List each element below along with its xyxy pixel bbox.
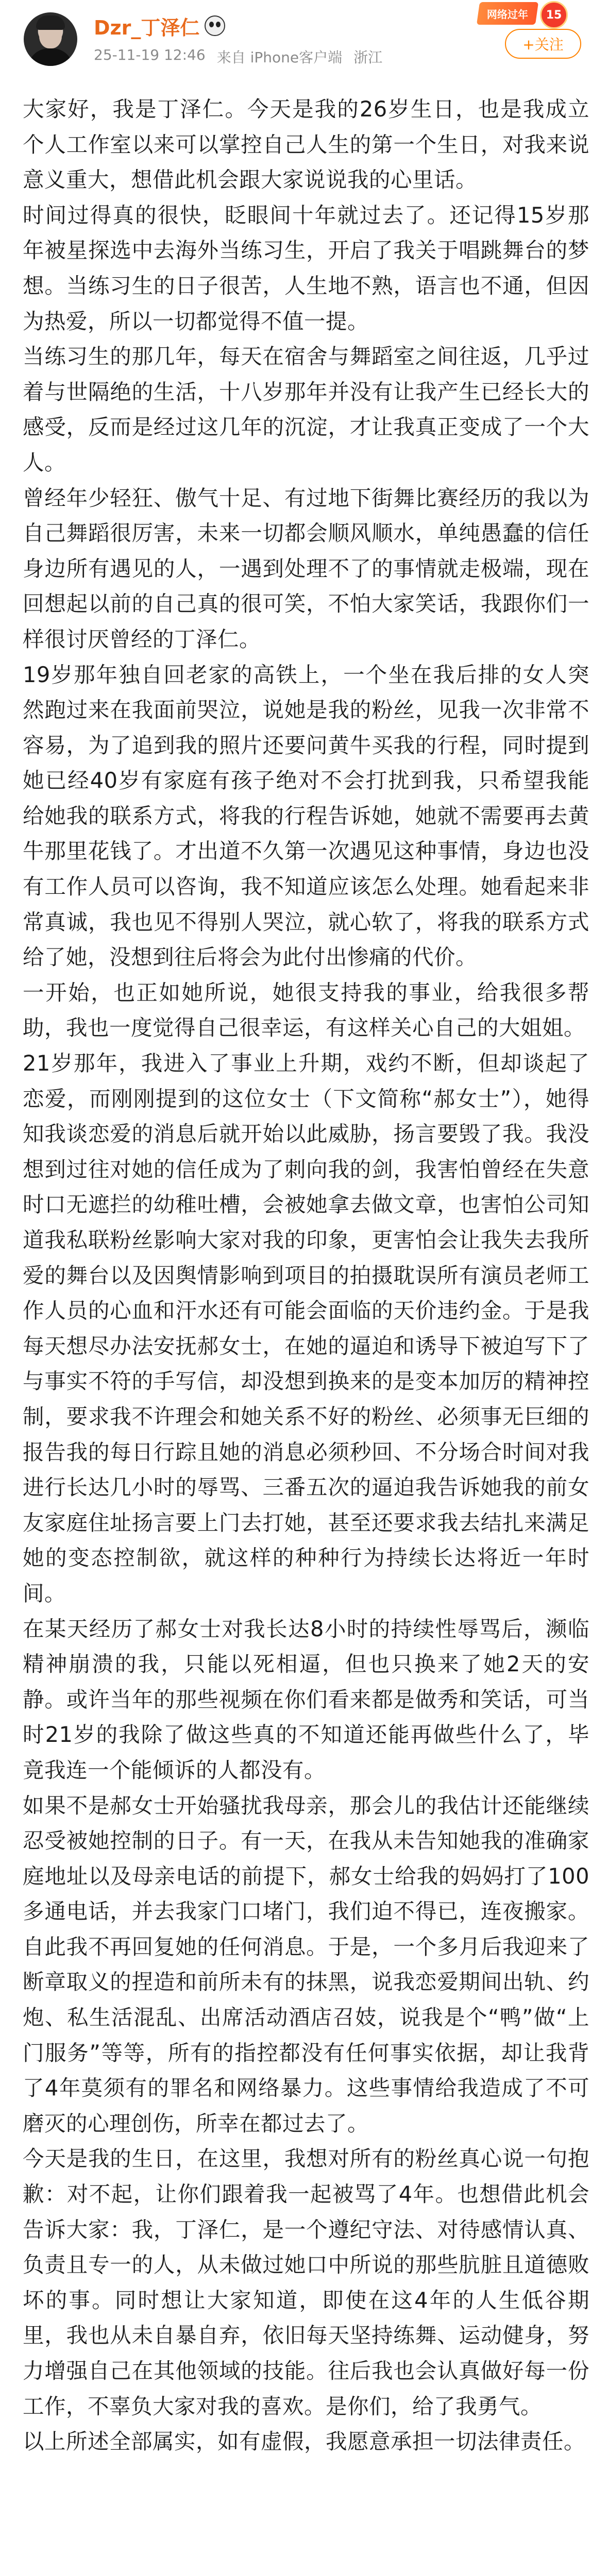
follow-button[interactable]: +关注 xyxy=(505,29,581,59)
paragraph: 当练习生的那几年，每天在宿舍与舞蹈室之间往返，几乎过着与世隔绝的生活，十八岁那年并没有让我产生已经长大的感受，反而是经过这几年的沉淀，才让我真正变成了一个大人。 xyxy=(23,344,589,475)
paragraph: 如果不是郝女士开始骚扰我母亲，那会儿的我估计还能继续忍受被她控制的日子。有一天，在我从未告知她我的准确家庭地址以及母亲电话的前提下，郝女士给我的妈妈打了100多通电话，并去我家门口堵门，我们迫不得已，连夜搬家。自此我不再回复她的任何消息。于是，一个多月后我迎来了断章取义的捏造和前所未有的抹黑，说我恋爱期间出轨、约炮、私生活混乱、出席活动酒店召妓，说我是个“鸭”做“上门服务”等等，所有的指控都没有任何事实依据，却让我背了4年莫须有的罪名和网络暴力。这些事情给我造成了不可磨灭的心理创伤，所幸在都过去了。 xyxy=(23,1792,589,2136)
avatar[interactable] xyxy=(24,12,77,66)
paragraph: 一开始，也正如她所说，她很支持我的事业，给我很多帮助，我也一度觉得自己很幸运，有这样关心自己的大姐姐。 xyxy=(23,979,589,1041)
annual-badge-number: 15 xyxy=(540,1,568,29)
paragraph: 在某天经历了郝女士对我长达8小时的持续性辱骂后，濒临精神崩溃的我，只能以死相逼，但也只换来了她2天的安静。或许当年的那些视频在你们看来都是做秀和笑话，可当时21岁的我除了做这些真的不知道还能再做些什么了，毕竟我连一个能倾诉的人都没有。 xyxy=(23,1616,589,1783)
post-body xyxy=(23,92,589,2460)
post-location: 浙江 xyxy=(353,49,383,66)
paragraph: 曾经年少轻狂、傲气十足、有过地下街舞比赛经历的我以为自己舞蹈很厉害，未来一切都会顺风顺水，单纯愚蠢的信任身边所有遇见的人，一遇到处理不了的事情就走极端，现在回想起以前的自己真的很可笑，不怕大家笑话，我跟你们一样很讨厌曾经的丁泽仁。 xyxy=(23,485,589,652)
annual-badge[interactable]: 网络过年 xyxy=(477,2,538,25)
paragraph: 今天是我的生日，在这里，我想对所有的粉丝真心说一句抱歉：对不起，让你们跟着我一起被骂了4年。也想借此机会告诉大家：我，丁泽仁，是一个遵纪守法、对待感情认真、负责且专一的人，从未做过她口中所说的那些肮脏且道德败坏的事。同时想让大家知道，即使在这4年的人生低谷期里，我也从未自暴自弃，依旧每天坚持练舞、运动健身，努力增强自己在其他领域的技能。往后我也会认真做好每一份工作，不辜负大家对我的喜欢。是你们，给了我勇气。 xyxy=(23,2146,589,2419)
paragraph: 大家好，我是丁泽仁。今天是我的26岁生日，也是我成立个人工作室以来可以掌控自己人生的第一个生日，对我来说意义重大，想借此机会跟大家说说我的心里话。 xyxy=(23,96,589,193)
post-source: 来自 iPhone客户端 xyxy=(216,49,343,66)
post-header xyxy=(0,0,608,92)
username-row xyxy=(94,13,225,38)
paragraph: 以上所述全部属实，如有虚假，我愿意承担一切法律责任。 xyxy=(23,2429,586,2454)
panda-badge-icon xyxy=(205,15,225,36)
post-meta xyxy=(94,46,382,67)
paragraph: 时间过得真的很快，眨眼间十年就过去了。还记得15岁那年被星探选中去海外当练习生，开启了我关于唱跳舞台的梦想。当练习生的日子很苦，人生地不熟，语言也不通，但因为热爱，所以一切都觉得不值一提。 xyxy=(23,202,589,334)
paragraph: 19岁那年独自回老家的高铁上，一个坐在我后排的女人突然跑过来在我面前哭泣，说她是我的粉丝，见我一次非常不容易，为了追到我的照片还要问黄牛买我的行程，同时提到她已经40岁有家庭有孩子绝对不会打扰到我，只希望我能给她我的联系方式，将我的行程告诉她，她就不需要再去黄牛那里花钱了。才出道不久第一次遇见这种事情，身边也没有工作人员可以咨询，我不知道应该怎么处理。她看起来非常真诚，我也见不得别人哭泣，就心软了，将我的联系方式给了她，没想到往后将会为此付出惨痛的代价。 xyxy=(23,662,589,970)
post-date: 25-11-19 12:46 xyxy=(94,46,206,63)
paragraph: 21岁那年，我进入了事业上升期，戏约不断，但却谈起了恋爱，而刚刚提到的这位女士（下文简称“郝女士”），她得知我谈恋爱的消息后就开始以此威胁，扬言要毁了我。我没想到过往对她的信任成为了刺向我的剑，我害怕曾经在失意时口无遮拦的幼稚吐槽，会被她拿去做文章，也害怕公司知道我私联粉丝影响大家对我的印象，更害怕会让我失去我所爱的舞台以及因舆情影响到项目的拍摄耽误所有演员老师工作人员的心血和汗水还有可能会面临的天价违约金。于是我每天想尽办法安抚郝女士，在她的逼迫和诱导下被迫写下了与事实不符的手写信，却没想到换来的是变本加厉的精神控制，要求我不许理会和她关系不好的粉丝、必须事无巨细的报告我的每日行踪且她的消息必须秒回、不分场合时间对我进行长达几小时的辱骂、三番五次的逼迫我告诉她我的前女友家庭住址扬言要上门去打她，甚至还要求我去结扎来满足她的变态控制欲，就这样的种种行为持续长达将近一年时间。 xyxy=(23,1050,589,1606)
username[interactable]: Dzr_丁泽仁 xyxy=(94,16,200,39)
